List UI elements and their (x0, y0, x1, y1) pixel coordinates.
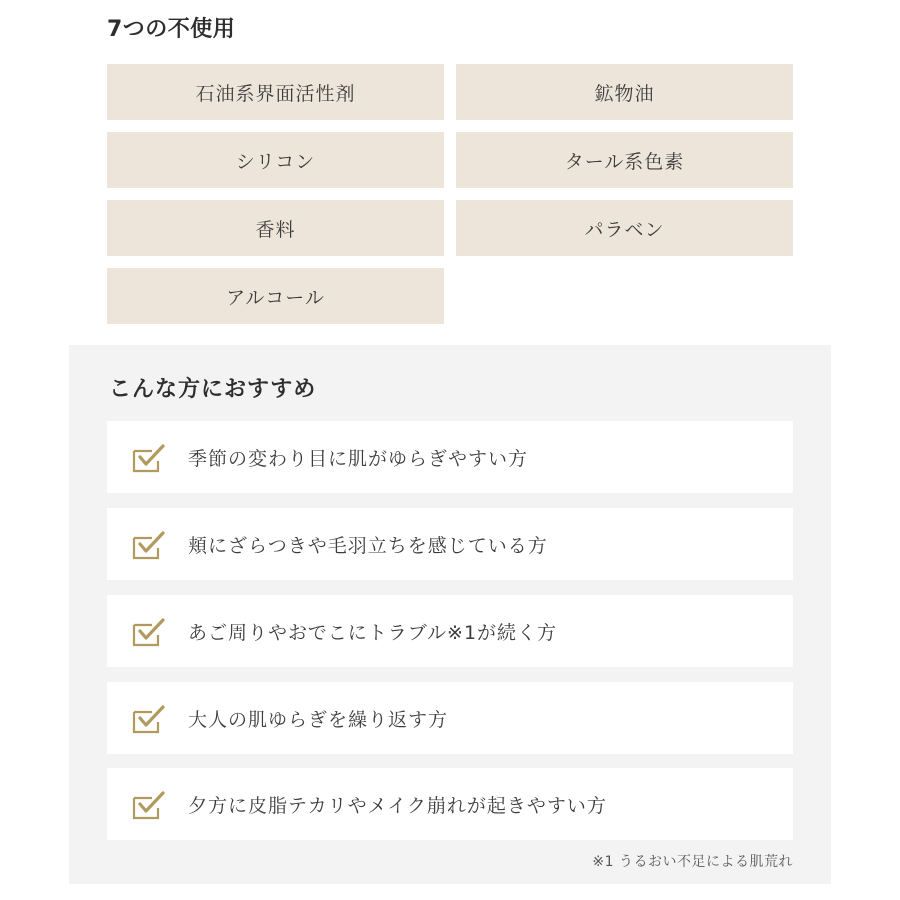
recommend-item (107, 768, 793, 840)
free-from-title: 7つの不使用 (107, 17, 236, 42)
free-from-tag: 鉱物油 (456, 64, 793, 120)
free-from-tag: 香料 (107, 200, 444, 256)
recommend-item-label: 大人の肌ゆらぎを繰り返す方 (188, 708, 449, 731)
free-from-tag: 石油系界面活性剤 (107, 64, 444, 120)
recommend-item (107, 682, 793, 754)
checkbox-check-icon (132, 530, 166, 560)
free-from-tag: タール系色素 (456, 132, 793, 188)
recommend-item (107, 421, 793, 493)
footnote: ※1 うるおい不足による肌荒れ (592, 854, 793, 870)
checkbox-check-icon (132, 704, 166, 734)
checkbox-check-icon (132, 443, 166, 473)
recommend-item (107, 508, 793, 580)
checkbox-check-icon (132, 617, 166, 647)
recommend-item-label: あご周りやおでこにトラブル※1が続く方 (188, 621, 558, 644)
recommend-item-label: 頬にざらつきや毛羽立ちを感じている方 (188, 534, 548, 557)
recommend-item-label: 季節の変わり目に肌がゆらぎやすい方 (188, 447, 529, 470)
checkbox-check-icon (132, 790, 166, 820)
free-from-tag-grid (107, 64, 793, 324)
recommend-panel (69, 345, 831, 884)
recommend-title: こんな方におすすめ (109, 377, 317, 402)
free-from-tag: シリコン (107, 132, 444, 188)
free-from-tag: アルコール (107, 268, 444, 324)
free-from-tag: パラベン (456, 200, 793, 256)
recommend-item-label: 夕方に皮脂テカリやメイク崩れが起きやすい方 (188, 794, 607, 817)
recommend-item (107, 595, 793, 667)
